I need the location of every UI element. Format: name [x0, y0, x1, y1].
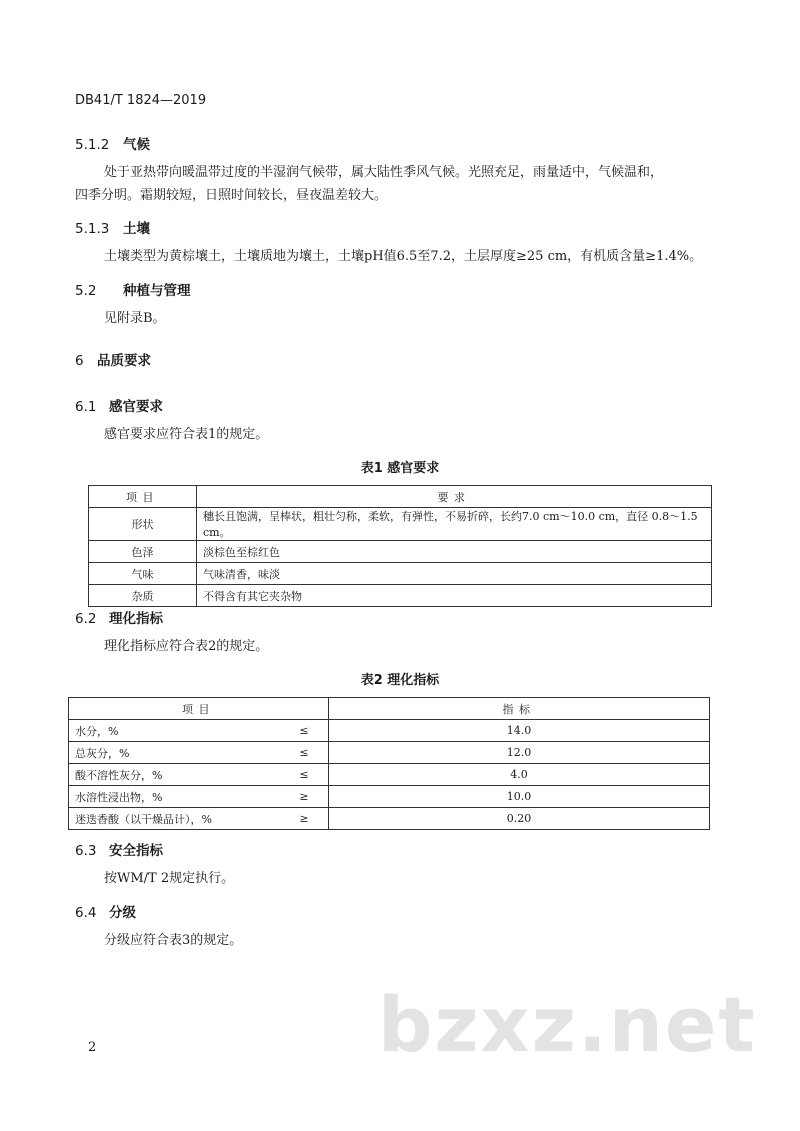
section-number: 6 — [75, 353, 84, 369]
table-cell: 穗长且饱满，呈棒状，粗壮匀称，柔软，有弹性，不易折碎，长约7.0 cm～10.0 cm，直径 0.8～1.5 cm。 — [197, 508, 712, 541]
heading-6-4 — [75, 901, 136, 921]
paragraph-sensory: 感官要求应符合表1的规定。 — [104, 427, 269, 442]
table-row — [89, 508, 712, 541]
physicochemical-indicators-table — [68, 697, 710, 830]
section-title: 安全指标 — [109, 843, 163, 859]
table-cell-value: 4.0 — [329, 764, 710, 786]
table-row — [89, 541, 712, 563]
table-cell-value: 10.0 — [329, 786, 710, 808]
heading-5-2 — [75, 279, 191, 299]
table-cell-item: 迷迭香酸（以干燥品计），% — [69, 808, 281, 830]
heading-6 — [75, 349, 151, 369]
table-cell-value: 0.20 — [329, 808, 710, 830]
table-cell-value: 14.0 — [329, 720, 710, 742]
table-cell-symbol: ≥ — [280, 808, 329, 830]
section-number: 5.2 — [75, 283, 97, 299]
heading-5-1-2 — [75, 133, 150, 153]
heading-5-1-3 — [75, 217, 150, 237]
heading-6-3 — [75, 839, 163, 859]
paragraph-soil: 土壤类型为黄棕壤土，土壤质地为壤土，土壤pH值6.5至7.2，土层厚度≥25 cm，有机质含量≥1.4%。 — [104, 249, 703, 264]
table-cell-item: 酸不溶性灰分，% — [69, 764, 281, 786]
table-cell: 形状 — [89, 508, 197, 541]
section-title: 感官要求 — [109, 399, 163, 415]
table-cell-symbol: ≤ — [280, 764, 329, 786]
table-cell: 气味 — [89, 563, 197, 585]
table-cell-symbol: ≤ — [280, 742, 329, 764]
page-number: 2 — [88, 1040, 97, 1055]
table1-caption: 表1 感官要求 — [360, 461, 440, 476]
table-cell: 气味清香，味淡 — [197, 563, 712, 585]
table-cell-symbol: ≤ — [280, 720, 329, 742]
section-number: 5.1.2 — [75, 137, 110, 153]
table-row — [69, 742, 710, 764]
table-header-cell: 要求 — [197, 486, 712, 508]
section-title: 理化指标 — [109, 611, 163, 627]
table-header-row — [89, 486, 712, 508]
heading-6-2 — [75, 607, 163, 627]
section-number: 6.1 — [75, 399, 97, 415]
table-cell: 杂质 — [89, 585, 197, 607]
section-title: 分级 — [109, 905, 136, 921]
table-header-cell: 指标 — [329, 698, 710, 720]
table-cell: 不得含有其它夹杂物 — [197, 585, 712, 607]
watermark: bzxz.net — [378, 980, 757, 1069]
table-row — [69, 786, 710, 808]
table-row — [69, 720, 710, 742]
table-cell: 淡棕色至棕红色 — [197, 541, 712, 563]
section-title: 种植与管理 — [123, 283, 191, 299]
paragraph-safety: 按WM/T 2规定执行。 — [104, 871, 235, 886]
heading-6-1 — [75, 395, 163, 415]
section-number: 6.2 — [75, 611, 97, 627]
table-row — [69, 764, 710, 786]
table-row — [89, 563, 712, 585]
table-cell-item: 总灰分，% — [69, 742, 281, 764]
table-cell-value: 12.0 — [329, 742, 710, 764]
section-title: 品质要求 — [97, 353, 151, 369]
table-cell: 色泽 — [89, 541, 197, 563]
paragraph-planting: 见附录B。 — [104, 311, 166, 326]
section-number: 6.4 — [75, 905, 97, 921]
table-cell-symbol: ≥ — [280, 786, 329, 808]
section-title: 土壤 — [123, 221, 150, 237]
table-cell-item: 水溶性浸出物，% — [69, 786, 281, 808]
paragraph-climate-line1: 处于亚热带向暖温带过度的半湿润气候带，属大陆性季风气候。光照充足，雨量适中，气候温和， — [104, 165, 664, 180]
table-header-cell: 项目 — [69, 698, 329, 720]
document-code: DB41/T 1824—2019 — [75, 93, 207, 108]
section-number: 6.3 — [75, 843, 97, 859]
paragraph-grading: 分级应符合表3的规定。 — [104, 933, 243, 948]
section-title: 气候 — [123, 137, 150, 153]
section-number: 5.1.3 — [75, 221, 110, 237]
paragraph-physchem: 理化指标应符合表2的规定。 — [104, 639, 269, 654]
table-row — [89, 585, 712, 607]
table-header-cell: 项目 — [89, 486, 197, 508]
table-header-row — [69, 698, 710, 720]
paragraph-climate-line2: 四季分明。霜期较短，日照时间较长，昼夜温差较大。 — [75, 188, 388, 203]
table-row — [69, 808, 710, 830]
sensory-requirements-table — [88, 485, 712, 607]
table2-caption: 表2 理化指标 — [360, 673, 440, 688]
table-cell-item: 水分，% — [69, 720, 281, 742]
